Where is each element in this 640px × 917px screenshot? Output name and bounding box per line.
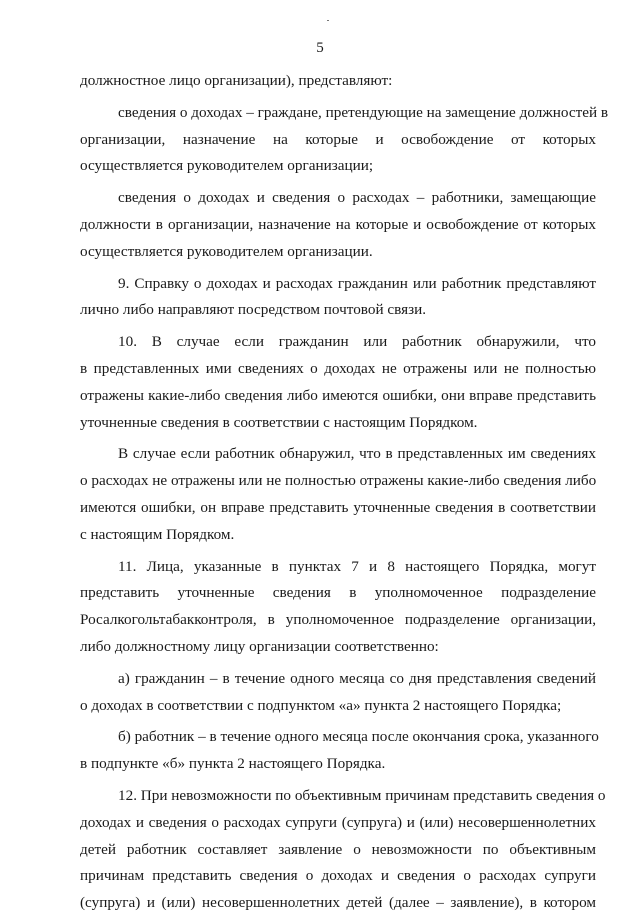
text-line: уточненные сведения в соответствии с настоящим Порядком. bbox=[80, 413, 478, 431]
text-line: осуществляется руководителем организации; bbox=[80, 157, 374, 175]
text-line: должности в организации, назначение на которые и освобождение от которых bbox=[80, 215, 596, 233]
text-line: Росалкогольтабакконтроля, в уполномоченное подразделение организации, bbox=[80, 611, 596, 629]
text-line: б) работник – в течение одного месяца после окончания срока, указанного bbox=[118, 728, 599, 746]
text-line: 10. В случае если гражданин или работник обнаружили, что bbox=[118, 333, 596, 351]
page-number: 5 bbox=[316, 40, 324, 56]
text-line: в подпункте «б» пункта 2 настоящего Порядка. bbox=[80, 755, 386, 773]
text-line: 9. Справку о доходах и расходах гражданин или работник представляют bbox=[118, 274, 596, 292]
text-line: отражены какие-либо сведения либо имеются ошибки, они вправе представить bbox=[80, 386, 596, 404]
text-line: сведения о доходах и сведения о расходах – работники, замещающие bbox=[118, 189, 596, 207]
text-line: (супруга) и (или) несовершеннолетних детей (далее – заявление), в котором bbox=[80, 894, 596, 912]
text-line: сведения о доходах – граждане, претендующие на замещение должностей в bbox=[118, 103, 609, 121]
text-line: причинам представить сведения о доходах и сведения о расходах супруги bbox=[80, 867, 596, 885]
text-line: в представленных ими сведениях о доходах не отражены или не полностью bbox=[80, 359, 596, 377]
text-line: лично либо направляют посредством почтовой связи. bbox=[80, 301, 426, 319]
text-line: детей работник составляет заявление о невозможности по объективным bbox=[80, 840, 596, 858]
text-line: а) гражданин – в течение одного месяца со дня представления сведений bbox=[118, 669, 596, 687]
text-line: организации, назначение на которые и освобождение от которых bbox=[80, 130, 596, 148]
text-line: 12. При невозможности по объективным причинам представить сведения о bbox=[118, 786, 606, 804]
text-line: должностное лицо организации), представляют: bbox=[80, 72, 393, 89]
text-line: 11. Лица, указанные в пунктах 7 и 8 настоящего Порядка, могут bbox=[118, 557, 596, 575]
text-line: о доходах в соответствии с подпунктом «а» пункта 2 настоящего Порядка; bbox=[80, 696, 562, 714]
text-line: либо должностному лицу организации соответственно: bbox=[80, 637, 439, 655]
text-line: представить уточненные сведения в уполномоченное подразделение bbox=[80, 584, 596, 602]
text-line: доходах и сведения о расходах супруги (супруга) и (или) несовершеннолетних bbox=[80, 813, 596, 831]
text-line: о расходах не отражены или не полностью отражены какие-либо сведения либо bbox=[80, 472, 597, 490]
text-line: В случае если работник обнаружил, что в представленных им сведениях bbox=[118, 445, 596, 463]
text-line: осуществляется руководителем организации. bbox=[80, 242, 373, 260]
document-body bbox=[80, 68, 609, 917]
scan-speck bbox=[327, 20, 329, 21]
text-line: с настоящим Порядком. bbox=[80, 525, 235, 543]
text-line: имеются ошибки, он вправе представить уточненные сведения в соответствии bbox=[80, 498, 596, 516]
